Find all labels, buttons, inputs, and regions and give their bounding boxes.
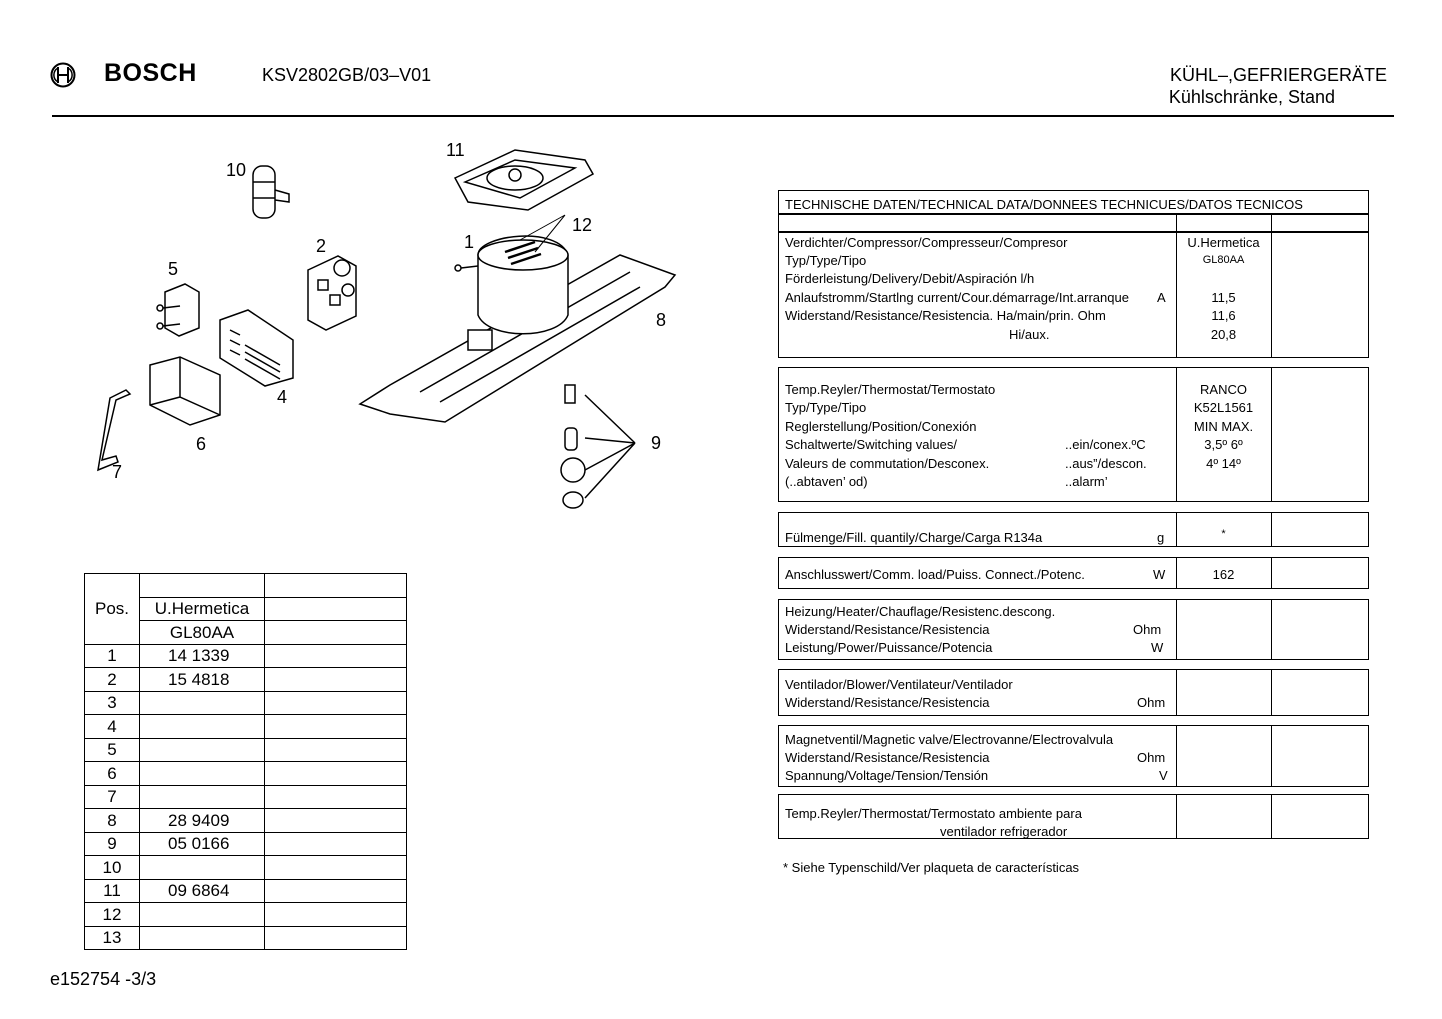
part-number-cell: [140, 691, 265, 715]
callout-4: 4: [277, 387, 288, 407]
connected-load-section: [778, 557, 1369, 589]
compressor-section: [778, 232, 1369, 358]
table-row: [85, 668, 407, 692]
fill-quantity-unit: g: [1157, 530, 1165, 545]
valve-voltage-label: Spannung/Voltage/Tension/Tensión: [785, 768, 989, 783]
position-label: Reglerstellung/Position/Conexión: [785, 419, 977, 434]
thermostat-type-label: Typ/Type/Tipo: [785, 400, 867, 415]
part-number-cell: [140, 715, 265, 739]
mounting-set-part-9: [561, 385, 635, 508]
table-row: [85, 879, 407, 903]
thermostat-section: [778, 367, 1369, 502]
valve-label: Magnetventil/Magnetic valve/Electrovanne/Electrovalvula: [785, 732, 1114, 747]
heater-power-label: Leistung/Power/Puissance/Potencia: [785, 640, 993, 655]
callout-9: 9: [651, 433, 662, 453]
pos-cell: 1: [85, 644, 140, 668]
blower-resistance-unit: Ohm: [1137, 695, 1166, 710]
resistance-aux-label: Hi/aux.: [1009, 327, 1050, 342]
pos-cell: 7: [85, 785, 140, 809]
part-number-cell: 15 4818: [140, 668, 265, 692]
callout-10: 10: [226, 160, 247, 180]
table-row: [85, 903, 407, 927]
heater-resistance-unit: Ohm: [1133, 622, 1162, 637]
pos-cell: 12: [85, 903, 140, 927]
model-number: KSV2802GB/03–V01: [262, 65, 432, 85]
switch-off-label: ..aus”/descon.: [1065, 456, 1147, 471]
pos-cell: 11: [85, 879, 140, 903]
start-relay-part-2: [308, 256, 356, 330]
starting-current-value: 11,5: [1211, 290, 1236, 305]
heater-resistance-label: Widerstand/Resistance/Resistencia: [785, 622, 990, 637]
connected-load-unit: W: [1153, 567, 1166, 582]
pos-cell: 5: [85, 738, 140, 762]
valve-voltage-unit: V: [1159, 768, 1168, 783]
parts-table: [84, 573, 407, 950]
compressor-type-value: GL80AA: [1202, 254, 1245, 266]
blower-resistance-label: Widerstand/Resistance/Resistencia: [785, 695, 990, 710]
alarm-label: ..alarm’: [1065, 474, 1108, 489]
part-number-cell: 28 9409: [140, 809, 265, 833]
compressor-type-label: Typ/Type/Tipo: [785, 253, 867, 268]
ambient-thermostat-section: [778, 794, 1369, 839]
callout-11: 11: [446, 140, 465, 160]
ambient-thermostat-label: Temp.Reyler/Thermostat/Termostato ambiente para: [785, 806, 1082, 821]
heater-section: [778, 599, 1369, 660]
pos-cell: 8: [85, 809, 140, 833]
callout-2: 2: [316, 236, 327, 256]
switch-on-label: ..ein/conex.ºC: [1065, 437, 1146, 452]
tech-data-title-text: TECHNISCHE DATEN/TECHNICAL DATA/DONNEES TECHNICUES/DATOS TECNICOS: [785, 197, 1303, 212]
table-row: [85, 785, 407, 809]
heater-power-unit: W: [1151, 640, 1164, 655]
pos-cell: 9: [85, 832, 140, 856]
valve-resistance-unit: Ohm: [1137, 750, 1166, 765]
table-row: [85, 574, 407, 598]
retaining-clip-part-7: [98, 390, 130, 470]
starting-current-unit: A: [1157, 290, 1166, 305]
document-code: e152754 -3/3: [50, 969, 157, 989]
pos-cell: 10: [85, 856, 140, 880]
callout-6: 6: [196, 434, 207, 454]
pos-cell: 6: [85, 762, 140, 786]
relay-cover-part-4: [220, 310, 293, 386]
thermostat-type-value: K52L1561: [1193, 400, 1254, 415]
compressor-cover-part-11: [455, 150, 593, 210]
table-row: [85, 715, 407, 739]
callout-8: 8: [656, 310, 667, 330]
callout-5: 5: [168, 259, 179, 279]
footnote: * Siehe Typenschild/Ver plaqueta de características: [783, 860, 1080, 875]
defrost-label: (..abtaven’ od): [785, 474, 868, 489]
blower-label: Ventilador/Blower/Ventilateur/Ventilador: [785, 677, 1013, 692]
category-subtitle: Kühlschränke, Stand: [1168, 87, 1335, 107]
thermostat-make-value: RANCO: [1200, 382, 1247, 397]
compressor-make-value: U.Hermetica: [1187, 235, 1260, 250]
table-row: [85, 856, 407, 880]
pos-cell: 4: [85, 715, 140, 739]
table-row: [85, 926, 407, 950]
bosch-logo-icon: [50, 62, 76, 88]
brand-name: BOSCH: [104, 59, 197, 87]
part-number-cell: 05 0166: [140, 832, 265, 856]
connected-load-value: 162: [1212, 567, 1235, 582]
fill-quantity-value: *: [1221, 528, 1226, 540]
switching-values-label: Schaltwerte/Switching values/: [785, 437, 957, 452]
callout-1: 1: [464, 232, 475, 252]
thermostat-label: Temp.Reyler/Thermostat/Termostato: [785, 382, 996, 397]
tech-data-title: [778, 190, 1369, 214]
resistance-main-value: 11,6: [1211, 308, 1236, 323]
terminal-block-part-5: [157, 284, 199, 336]
resistance-main-label: Widerstand/Resistance/Resistencia. Ha/main/prin. Ohm: [785, 308, 1106, 323]
fill-quantity-section: [778, 512, 1369, 547]
pos-cell: 2: [85, 668, 140, 692]
blower-section: [778, 669, 1369, 716]
parts-diagram: [80, 130, 720, 530]
compressor-label: Verdichter/Compressor/Compresseur/Compresor: [785, 235, 1068, 250]
part-number-cell: [140, 926, 265, 950]
connected-load-label: Anschlusswert/Comm. load/Puiss. Connect./Potenc.: [785, 567, 1085, 582]
resistance-aux-value: 20,8: [1210, 327, 1237, 342]
compressor-make: U.Hermetica: [140, 597, 265, 621]
delivery-label: Förderleistung/Delivery/Debit/Aspiración l/h: [785, 271, 1035, 286]
part-number-cell: [140, 856, 265, 880]
pos-header: Pos.: [85, 574, 140, 645]
ambient-thermostat-sublabel: ventilador refrigerador: [940, 824, 1068, 839]
tech-data-header-row: [778, 214, 1369, 232]
valve-resistance-label: Widerstand/Resistance/Resistencia: [785, 750, 990, 765]
header-divider: [52, 115, 1394, 117]
category-title: KÜHL–,GEFRIERGERÄTE: [1169, 65, 1387, 85]
protector-part-6: [150, 357, 220, 425]
table-row: [85, 809, 407, 833]
part-number-cell: 14 1339: [140, 644, 265, 668]
pos-cell: 3: [85, 691, 140, 715]
table-row: [85, 762, 407, 786]
table-row: [85, 644, 407, 668]
commutation-label: Valeurs de commutation/Desconex.: [785, 456, 990, 471]
switch-off-value: 4º 14º: [1206, 456, 1241, 471]
part-number-cell: [140, 762, 265, 786]
pos-cell: 13: [85, 926, 140, 950]
part-number-cell: [140, 785, 265, 809]
table-row: [85, 691, 407, 715]
switch-on-value: 3,5º 6º: [1204, 437, 1243, 452]
fill-quantity-label: Fülmenge/Fill. quantily/Charge/Carga R134a: [785, 530, 1043, 545]
heater-label: Heizung/Heater/Chauflage/Resistenc.descong.: [785, 604, 1056, 619]
part-number-cell: [140, 738, 265, 762]
starting-current-label: Anlaufstromm/Startlng current/Cour.démarrage/Int.arranque: [785, 290, 1129, 305]
callout-12: 12: [572, 215, 593, 235]
part-number-cell: [140, 903, 265, 927]
magnetic-valve-section: [778, 725, 1369, 787]
position-value: MIN MAX.: [1193, 419, 1254, 434]
compressor-type: GL80AA: [140, 621, 265, 645]
table-row: [85, 738, 407, 762]
callout-7: 7: [112, 462, 123, 482]
part-number-cell: 09 6864: [140, 879, 265, 903]
capacitor-part-10: [253, 166, 289, 218]
table-row: [85, 832, 407, 856]
